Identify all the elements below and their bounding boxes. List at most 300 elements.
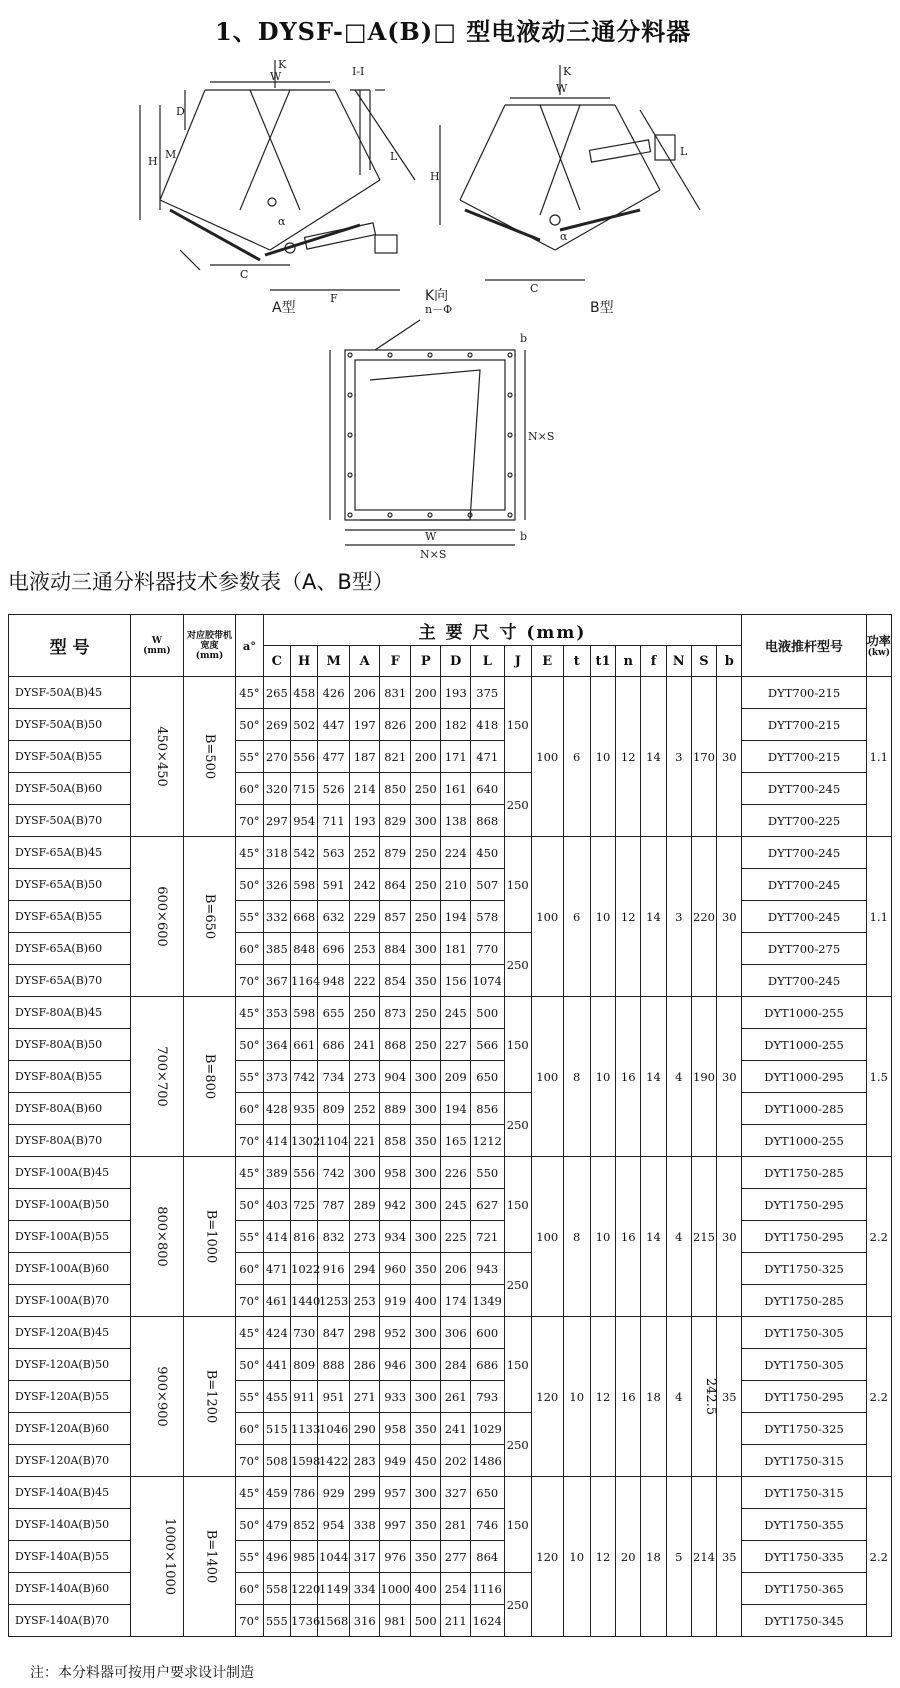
actuator-cell: DYT700-215 [742, 741, 866, 773]
dim-l-cell: 578 [470, 901, 504, 933]
dim-n-cell: 4 [666, 1157, 691, 1317]
model-cell: DYSF-80A(B)60 [9, 1093, 131, 1125]
power-cell: 1.1 [866, 677, 891, 837]
dim-c-cell: 320 [263, 773, 290, 805]
actuator-cell: DYT1750-285 [742, 1157, 866, 1189]
dim-l-cell: 450 [470, 837, 504, 869]
dim-f-cell: 942 [380, 1189, 411, 1221]
label-l: L [390, 150, 398, 163]
dim-d-cell: 241 [441, 1413, 470, 1445]
dim-l-cell: 650 [470, 1477, 504, 1509]
s-value: 190 [693, 1069, 715, 1084]
dim-n-cell: 3 [666, 677, 691, 837]
dim-h-cell: 1022 [291, 1253, 318, 1285]
dim-c-cell: 373 [263, 1061, 290, 1093]
dim-m-cell: 1149 [318, 1573, 350, 1605]
header-dim-t: t [563, 646, 590, 677]
dim-f-cell: 958 [380, 1413, 411, 1445]
dim-f-cell: 958 [380, 1157, 411, 1189]
angle-cell: 70° [236, 1445, 263, 1477]
dim-m-cell: 734 [318, 1061, 350, 1093]
s-value: 242.5 [702, 1377, 718, 1416]
dim-h-cell: 985 [291, 1541, 318, 1573]
dim-h-cell: 852 [291, 1509, 318, 1541]
angle-cell: 70° [236, 805, 263, 837]
dim-h-cell: 816 [291, 1221, 318, 1253]
dim-a-cell: 197 [349, 709, 380, 741]
actuator-cell: DYT700-245 [742, 837, 866, 869]
dim-c-cell: 414 [263, 1221, 290, 1253]
dim-h-cell: 598 [291, 997, 318, 1029]
dim-f-cell: 18 [641, 1317, 666, 1477]
dim-d-cell: 165 [441, 1125, 470, 1157]
dim-n-cell: 12 [616, 677, 641, 837]
dim-a-cell: 317 [349, 1541, 380, 1573]
dim-m-cell: 948 [318, 965, 350, 997]
header-dim-h: H [291, 646, 318, 677]
dim-f-cell: 857 [380, 901, 411, 933]
header-dim-d: D [441, 646, 470, 677]
label-b-top: b [520, 332, 528, 345]
dim-l-cell: 600 [470, 1317, 504, 1349]
dim-a-cell: 273 [349, 1061, 380, 1093]
dim-l-cell: 418 [470, 709, 504, 741]
j-cell: 150 [504, 1477, 531, 1573]
actuator-cell: DYT1750-325 [742, 1413, 866, 1445]
dim-d-cell: 327 [441, 1477, 470, 1509]
actuator-cell: DYT1750-295 [742, 1221, 866, 1253]
header-dim-n: N [666, 646, 691, 677]
dim-d-cell: 245 [441, 1189, 470, 1221]
header-dim-f: F [380, 646, 411, 677]
dim-h-cell: 715 [291, 773, 318, 805]
dim-a-cell: 206 [349, 677, 380, 709]
dim-t-cell: 6 [563, 677, 590, 837]
dim-m-cell: 787 [318, 1189, 350, 1221]
label-c: C [240, 268, 249, 281]
header-dim-j: J [504, 646, 531, 677]
j-cell: 250 [504, 773, 531, 837]
dim-h-cell: 556 [291, 741, 318, 773]
j-cell: 250 [504, 1093, 531, 1157]
dim-h-cell: 1133 [291, 1413, 318, 1445]
belt-cell [183, 1317, 236, 1477]
angle-cell: 55° [236, 1061, 263, 1093]
angle-cell: 60° [236, 1093, 263, 1125]
actuator-cell: DYT1000-295 [742, 1061, 866, 1093]
dim-c-cell: 558 [263, 1573, 290, 1605]
dim-f-cell: 933 [380, 1381, 411, 1413]
dim-c-cell: 496 [263, 1541, 290, 1573]
model-cell: DYSF-50A(B)50 [9, 709, 131, 741]
dim-p-cell: 350 [410, 1509, 441, 1541]
belt-value: B=650 [201, 893, 217, 940]
header-actuator: 电液推杆型号 [742, 615, 866, 677]
table-row [9, 1157, 892, 1189]
dim-p-cell: 400 [410, 1285, 441, 1317]
dim-f-cell: 831 [380, 677, 411, 709]
dim-c-cell: 555 [263, 1605, 290, 1637]
dim-c-cell: 318 [263, 837, 290, 869]
model-cell: DYSF-65A(B)50 [9, 869, 131, 901]
label-ns-side: N×S [528, 430, 555, 443]
dim-a-cell: 193 [349, 805, 380, 837]
model-cell: DYSF-120A(B)50 [9, 1349, 131, 1381]
dim-f-cell: 919 [380, 1285, 411, 1317]
belt-value: B=1400 [202, 1529, 218, 1584]
dim-m-cell: 1046 [318, 1413, 350, 1445]
dim-h-cell: 661 [291, 1029, 318, 1061]
dim-a-cell: 286 [349, 1349, 380, 1381]
actuator-cell: DYT1750-335 [742, 1541, 866, 1573]
dim-p-cell: 250 [410, 837, 441, 869]
dim-l-cell: 721 [470, 1221, 504, 1253]
angle-cell: 55° [236, 901, 263, 933]
dim-f-cell: 14 [641, 997, 666, 1157]
dim-p-cell: 350 [410, 1253, 441, 1285]
dim-m-cell: 1422 [318, 1445, 350, 1477]
dim-m-cell: 1104 [318, 1125, 350, 1157]
dim-c-cell: 424 [263, 1317, 290, 1349]
dim-h-cell: 1164 [291, 965, 318, 997]
dim-t-cell: 10 [563, 1477, 590, 1637]
j-cell: 150 [504, 677, 531, 773]
dim-b-cell: 35 [717, 1317, 742, 1477]
s-value: 170 [693, 749, 715, 764]
model-cell: DYSF-140A(B)45 [9, 1477, 131, 1509]
dim-f-cell: 934 [380, 1221, 411, 1253]
dim-m-cell: 916 [318, 1253, 350, 1285]
dim-s-cell [691, 1477, 716, 1637]
j-cell: 250 [504, 1413, 531, 1477]
belt-cell [183, 1477, 236, 1637]
dim-d-cell: 194 [441, 1093, 470, 1125]
actuator-cell: DYT700-245 [742, 965, 866, 997]
dim-p-cell: 300 [410, 1221, 441, 1253]
power-cell: 1.5 [866, 997, 891, 1157]
w-cell [131, 677, 184, 837]
w-value: 900×900 [153, 1366, 169, 1427]
dim-a-cell: 187 [349, 741, 380, 773]
dim-l-cell: 650 [470, 1061, 504, 1093]
dim-t1-cell: 10 [590, 997, 615, 1157]
w-value: 1000×1000 [162, 1517, 178, 1596]
angle-cell: 45° [236, 837, 263, 869]
actuator-cell: DYT1750-305 [742, 1317, 866, 1349]
section-drawing [350, 90, 385, 175]
label-ns-bottom: N×S [420, 548, 447, 561]
dim-p-cell: 250 [410, 997, 441, 1029]
dim-p-cell: 300 [410, 1349, 441, 1381]
angle-cell: 50° [236, 1349, 263, 1381]
dim-m-cell: 888 [318, 1349, 350, 1381]
dim-f-cell: 14 [641, 837, 666, 997]
j-cell: 250 [504, 1573, 531, 1637]
dim-a-cell: 316 [349, 1605, 380, 1637]
dim-f-cell: 889 [380, 1093, 411, 1125]
b-type-label: B型 [590, 300, 614, 316]
angle-cell: 50° [236, 1189, 263, 1221]
dim-l-cell: 793 [470, 1381, 504, 1413]
dim-f-cell: 960 [380, 1253, 411, 1285]
dim-a-cell: 252 [349, 1093, 380, 1125]
actuator-cell: DYT700-215 [742, 709, 866, 741]
j-cell: 250 [504, 1253, 531, 1317]
dim-f-cell: 976 [380, 1541, 411, 1573]
dim-c-cell: 367 [263, 965, 290, 997]
actuator-cell: DYT700-245 [742, 773, 866, 805]
model-cell: DYSF-100A(B)60 [9, 1253, 131, 1285]
technical-drawings [0, 50, 900, 561]
dim-f-cell: 873 [380, 997, 411, 1029]
dim-a-cell: 294 [349, 1253, 380, 1285]
dim-n-cell: 20 [616, 1477, 641, 1637]
dim-p-cell: 300 [410, 1317, 441, 1349]
angle-cell: 45° [236, 677, 263, 709]
dim-l-cell: 1486 [470, 1445, 504, 1477]
dim-a-cell: 221 [349, 1125, 380, 1157]
dim-p-cell: 350 [410, 965, 441, 997]
header-main-dims: 主 要 尺 寸 (mm) [263, 615, 742, 646]
dim-m-cell: 847 [318, 1317, 350, 1349]
header-dim-t1: t1 [590, 646, 615, 677]
angle-cell: 60° [236, 933, 263, 965]
actuator-cell: DYT1750-365 [742, 1573, 866, 1605]
dim-l-cell: 550 [470, 1157, 504, 1189]
dim-d-cell: 245 [441, 997, 470, 1029]
dim-f-cell: 957 [380, 1477, 411, 1509]
dim-b-cell: 30 [717, 1157, 742, 1317]
angle-cell: 70° [236, 1125, 263, 1157]
table-title: 电液动三通分料器技术参数表（A、B型） [8, 570, 394, 594]
dim-t1-cell: 10 [590, 837, 615, 997]
label-m: M [165, 148, 177, 161]
dim-m-cell: 696 [318, 933, 350, 965]
dim-s-cell [691, 837, 716, 997]
dim-f-cell: 997 [380, 1509, 411, 1541]
actuator-cell: DYT700-275 [742, 933, 866, 965]
dim-m-cell: 655 [318, 997, 350, 1029]
model-cell: DYSF-140A(B)55 [9, 1541, 131, 1573]
dim-b-cell: 30 [717, 837, 742, 997]
dim-p-cell: 300 [410, 805, 441, 837]
dim-c-cell: 471 [263, 1253, 290, 1285]
dim-l-cell: 746 [470, 1509, 504, 1541]
spec-table [8, 614, 892, 1637]
angle-cell: 50° [236, 1029, 263, 1061]
table-row [9, 997, 892, 1029]
angle-cell: 60° [236, 773, 263, 805]
dim-h-cell: 725 [291, 1189, 318, 1221]
dim-h-cell: 935 [291, 1093, 318, 1125]
dim-m-cell: 832 [318, 1221, 350, 1253]
actuator-cell: DYT700-225 [742, 805, 866, 837]
belt-cell [183, 677, 236, 837]
dim-l-cell: 856 [470, 1093, 504, 1125]
label-b-bottom: b [520, 530, 528, 543]
model-cell: DYSF-100A(B)45 [9, 1157, 131, 1189]
angle-cell: 50° [236, 869, 263, 901]
dim-h-cell: 1220 [291, 1573, 318, 1605]
j-cell: 150 [504, 1157, 531, 1253]
dim-d-cell: 181 [441, 933, 470, 965]
dim-h-cell: 911 [291, 1381, 318, 1413]
dim-d-cell: 211 [441, 1605, 470, 1637]
dim-l-cell: 1349 [470, 1285, 504, 1317]
label-alpha: α [278, 215, 286, 228]
dim-n-cell: 12 [616, 837, 641, 997]
dim-d-cell: 254 [441, 1573, 470, 1605]
dim-p-cell: 300 [410, 933, 441, 965]
dim-b-cell: 30 [717, 997, 742, 1157]
dim-m-cell: 591 [318, 869, 350, 901]
dim-a-cell: 222 [349, 965, 380, 997]
dim-h-cell: 1440 [291, 1285, 318, 1317]
dim-c-cell: 508 [263, 1445, 290, 1477]
dim-h-cell: 502 [291, 709, 318, 741]
dim-m-cell: 1568 [318, 1605, 350, 1637]
header-angle: a° [236, 615, 263, 677]
dim-m-cell: 711 [318, 805, 350, 837]
dim-p-cell: 350 [410, 1413, 441, 1445]
actuator-cell: DYT1000-255 [742, 1029, 866, 1061]
dim-f-cell: 904 [380, 1061, 411, 1093]
angle-cell: 70° [236, 1285, 263, 1317]
dim-n-cell: 3 [666, 837, 691, 997]
power-cell: 2.2 [866, 1157, 891, 1317]
dim-d-cell: 225 [441, 1221, 470, 1253]
angle-cell: 45° [236, 1477, 263, 1509]
angle-cell: 50° [236, 1509, 263, 1541]
table-row [9, 1477, 892, 1509]
dim-t1-cell: 10 [590, 1157, 615, 1317]
dim-a-cell: 253 [349, 933, 380, 965]
dim-h-cell: 542 [291, 837, 318, 869]
header-dim-e: E [531, 646, 563, 677]
actuator-cell: DYT1750-295 [742, 1381, 866, 1413]
dim-s-cell [691, 1317, 716, 1477]
a-type-label: A型 [272, 300, 296, 316]
dim-l-cell: 640 [470, 773, 504, 805]
dim-l-cell: 943 [470, 1253, 504, 1285]
belt-value: B=1000 [202, 1209, 218, 1264]
dim-f-cell: 1000 [380, 1573, 411, 1605]
dim-h-cell: 786 [291, 1477, 318, 1509]
dim-a-cell: 250 [349, 997, 380, 1029]
dim-l-cell: 500 [470, 997, 504, 1029]
dim-m-cell: 477 [318, 741, 350, 773]
j-cell: 150 [504, 997, 531, 1093]
header-dim-n: n [616, 646, 641, 677]
angle-cell: 45° [236, 997, 263, 1029]
dim-p-cell: 300 [410, 1189, 441, 1221]
dim-n-cell: 4 [666, 997, 691, 1157]
w-cell [131, 1477, 184, 1637]
dim-l-cell: 507 [470, 869, 504, 901]
dim-a-cell: 253 [349, 1285, 380, 1317]
dim-p-cell: 200 [410, 709, 441, 741]
model-cell: DYSF-140A(B)50 [9, 1509, 131, 1541]
dim-h-cell: 598 [291, 869, 318, 901]
dim-c-cell: 269 [263, 709, 290, 741]
dim-h-cell: 1736 [291, 1605, 318, 1637]
label-l-b: L [680, 145, 688, 158]
footnote: 注：本分料器可按用户要求设计制造 [30, 1665, 254, 1681]
belt-cell [183, 837, 236, 997]
dim-b-cell: 30 [717, 677, 742, 837]
dim-c-cell: 403 [263, 1189, 290, 1221]
header-belt: 对应胶带机宽度 (mm) [183, 615, 236, 677]
w-value: 600×600 [153, 886, 169, 947]
dim-d-cell: 226 [441, 1157, 470, 1189]
angle-cell: 45° [236, 1157, 263, 1189]
w-cell [131, 1317, 184, 1477]
dim-h-cell: 848 [291, 933, 318, 965]
header-dim-b: b [717, 646, 742, 677]
dim-d-cell: 210 [441, 869, 470, 901]
model-cell: DYSF-120A(B)60 [9, 1413, 131, 1445]
model-cell: DYSF-50A(B)70 [9, 805, 131, 837]
dim-a-cell: 242 [349, 869, 380, 901]
dim-d-cell: 227 [441, 1029, 470, 1061]
dim-h-cell: 742 [291, 1061, 318, 1093]
actuator-cell: DYT1750-315 [742, 1477, 866, 1509]
dim-t-cell: 8 [563, 1157, 590, 1317]
dim-c-cell: 389 [263, 1157, 290, 1189]
dim-c-cell: 297 [263, 805, 290, 837]
model-cell: DYSF-80A(B)50 [9, 1029, 131, 1061]
dim-p-cell: 250 [410, 869, 441, 901]
dim-s-cell [691, 1157, 716, 1317]
header-model: 型 号 [9, 615, 131, 677]
dim-f-cell: 884 [380, 933, 411, 965]
dim-a-cell: 241 [349, 1029, 380, 1061]
model-cell: DYSF-50A(B)45 [9, 677, 131, 709]
power-cell: 2.2 [866, 1317, 891, 1477]
dim-l-cell: 471 [470, 741, 504, 773]
header-dim-s: S [691, 646, 716, 677]
dim-p-cell: 200 [410, 677, 441, 709]
dim-f-cell: 14 [641, 677, 666, 837]
dim-m-cell: 426 [318, 677, 350, 709]
dim-s-cell [691, 677, 716, 837]
actuator-cell: DYT1000-255 [742, 1125, 866, 1157]
model-cell: DYSF-50A(B)55 [9, 741, 131, 773]
w-cell [131, 1157, 184, 1317]
dim-c-cell: 441 [263, 1349, 290, 1381]
model-cell: DYSF-65A(B)60 [9, 933, 131, 965]
dim-f-cell: 981 [380, 1605, 411, 1637]
angle-cell: 60° [236, 1253, 263, 1285]
dim-c-cell: 428 [263, 1093, 290, 1125]
dim-m-cell: 1044 [318, 1541, 350, 1573]
dim-d-cell: 206 [441, 1253, 470, 1285]
dim-c-cell: 414 [263, 1125, 290, 1157]
angle-cell: 55° [236, 1541, 263, 1573]
dim-f-cell: 18 [641, 1477, 666, 1637]
actuator-cell: DYT1750-355 [742, 1509, 866, 1541]
dim-p-cell: 200 [410, 741, 441, 773]
belt-value: B=800 [201, 1053, 217, 1100]
dim-p-cell: 300 [410, 1157, 441, 1189]
dim-d-cell: 224 [441, 837, 470, 869]
actuator-cell: DYT700-245 [742, 869, 866, 901]
model-cell: DYSF-120A(B)70 [9, 1445, 131, 1477]
actuator-cell: DYT1750-305 [742, 1349, 866, 1381]
dim-a-cell: 299 [349, 1477, 380, 1509]
dim-m-cell: 742 [318, 1157, 350, 1189]
header-dim-c: C [263, 646, 290, 677]
